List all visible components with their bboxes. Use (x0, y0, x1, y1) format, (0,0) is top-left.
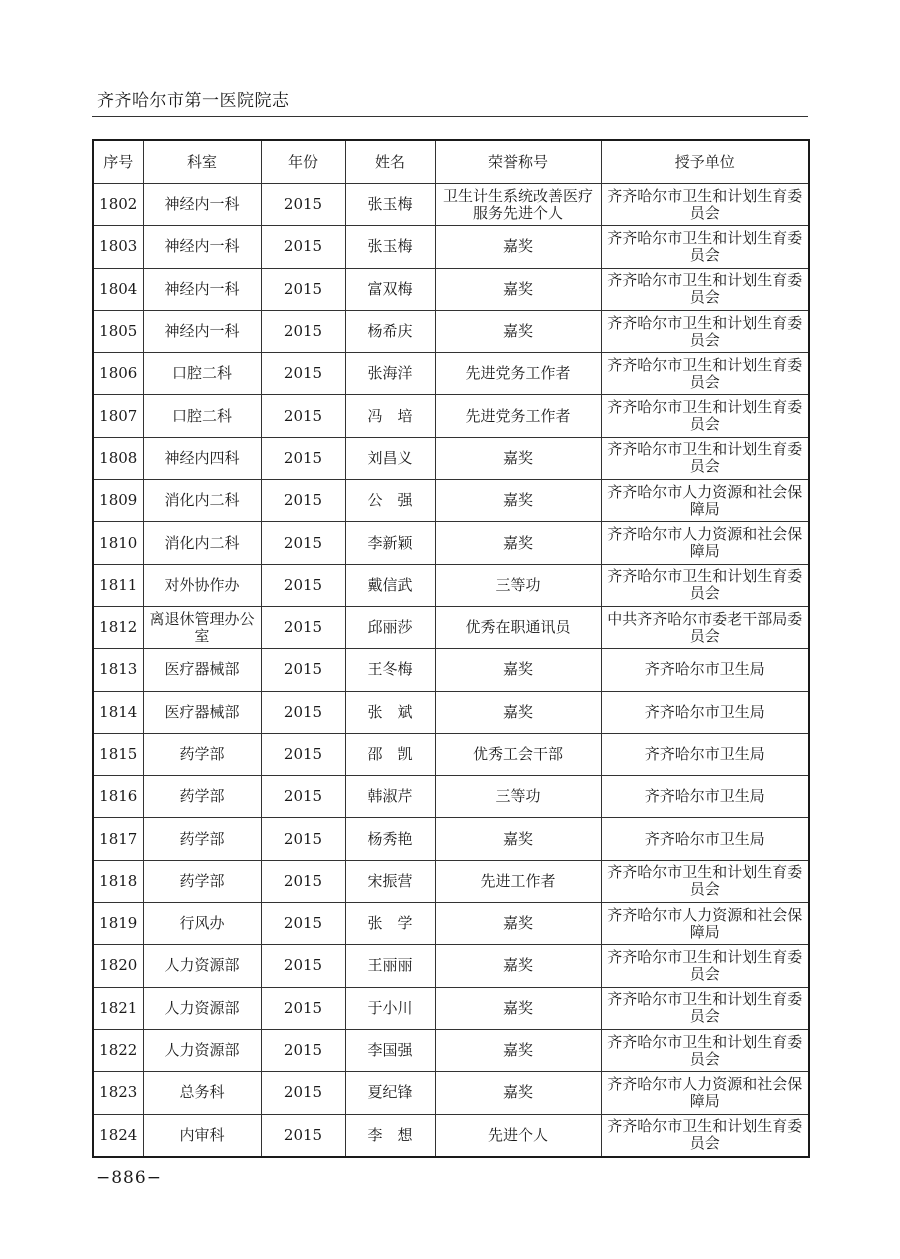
cell-issuer: 齐齐哈尔市卫生和计划生育委员会 (601, 1114, 809, 1157)
cell-honor: 嘉奖 (435, 1029, 601, 1071)
table-row (93, 649, 809, 691)
cell-name: 戴信武 (345, 564, 435, 606)
cell-index: 1820 (93, 945, 143, 987)
cell-honor: 嘉奖 (435, 226, 601, 268)
table-body (93, 184, 809, 1157)
cell-issuer: 齐齐哈尔市卫生局 (601, 691, 809, 733)
cell-issuer: 齐齐哈尔市人力资源和社会保障局 (601, 522, 809, 564)
col-header-index: 序号 (93, 140, 143, 184)
cell-issuer: 中共齐齐哈尔市委老干部局委员会 (601, 606, 809, 648)
cell-name: 夏纪锋 (345, 1072, 435, 1114)
cell-year: 2015 (261, 353, 345, 395)
cell-honor: 嘉奖 (435, 987, 601, 1029)
table-row (93, 226, 809, 268)
cell-index: 1804 (93, 268, 143, 310)
cell-index: 1824 (93, 1114, 143, 1157)
cell-year: 2015 (261, 860, 345, 902)
cell-index: 1803 (93, 226, 143, 268)
cell-issuer: 齐齐哈尔市卫生和计划生育委员会 (601, 1029, 809, 1071)
cell-honor: 嘉奖 (435, 437, 601, 479)
cell-index: 1816 (93, 776, 143, 818)
cell-honor: 优秀在职通讯员 (435, 606, 601, 648)
cell-year: 2015 (261, 733, 345, 775)
cell-issuer: 齐齐哈尔市卫生和计划生育委员会 (601, 860, 809, 902)
cell-year: 2015 (261, 480, 345, 522)
cell-index: 1813 (93, 649, 143, 691)
table-row (93, 903, 809, 945)
cell-honor: 三等功 (435, 776, 601, 818)
table-row (93, 522, 809, 564)
cell-department: 口腔二科 (143, 353, 261, 395)
cell-honor: 嘉奖 (435, 691, 601, 733)
cell-department: 医疗器械部 (143, 649, 261, 691)
cell-issuer: 齐齐哈尔市人力资源和社会保障局 (601, 903, 809, 945)
cell-name: 于小川 (345, 987, 435, 1029)
table-row (93, 310, 809, 352)
col-header-honor: 荣誉称号 (435, 140, 601, 184)
cell-department: 医疗器械部 (143, 691, 261, 733)
cell-year: 2015 (261, 818, 345, 860)
cell-name: 刘昌义 (345, 437, 435, 479)
cell-issuer: 齐齐哈尔市卫生和计划生育委员会 (601, 987, 809, 1029)
cell-department: 对外协作办 (143, 564, 261, 606)
col-header-issuer: 授予单位 (601, 140, 809, 184)
table-row (93, 606, 809, 648)
cell-department: 人力资源部 (143, 945, 261, 987)
col-header-department: 科室 (143, 140, 261, 184)
cell-year: 2015 (261, 1072, 345, 1114)
cell-department: 药学部 (143, 818, 261, 860)
cell-year: 2015 (261, 522, 345, 564)
cell-issuer: 齐齐哈尔市卫生和计划生育委员会 (601, 353, 809, 395)
cell-name: 杨秀艳 (345, 818, 435, 860)
col-header-year: 年份 (261, 140, 345, 184)
cell-name: 李 想 (345, 1114, 435, 1157)
cell-issuer: 齐齐哈尔市卫生和计划生育委员会 (601, 437, 809, 479)
cell-issuer: 齐齐哈尔市卫生和计划生育委员会 (601, 564, 809, 606)
cell-honor: 嘉奖 (435, 268, 601, 310)
cell-department: 消化内二科 (143, 522, 261, 564)
table-row (93, 564, 809, 606)
cell-department: 神经内四科 (143, 437, 261, 479)
cell-year: 2015 (261, 184, 345, 226)
cell-department: 药学部 (143, 860, 261, 902)
cell-index: 1807 (93, 395, 143, 437)
cell-year: 2015 (261, 945, 345, 987)
cell-department: 人力资源部 (143, 1029, 261, 1071)
cell-index: 1806 (93, 353, 143, 395)
cell-year: 2015 (261, 1114, 345, 1157)
cell-index: 1802 (93, 184, 143, 226)
table-row (93, 776, 809, 818)
cell-issuer: 齐齐哈尔市卫生和计划生育委员会 (601, 268, 809, 310)
cell-issuer: 齐齐哈尔市卫生局 (601, 733, 809, 775)
cell-department: 总务科 (143, 1072, 261, 1114)
cell-honor: 嘉奖 (435, 649, 601, 691)
cell-name: 张玉梅 (345, 184, 435, 226)
cell-department: 神经内一科 (143, 268, 261, 310)
cell-name: 李国强 (345, 1029, 435, 1071)
cell-department: 神经内一科 (143, 226, 261, 268)
cell-index: 1808 (93, 437, 143, 479)
cell-honor: 先进工作者 (435, 860, 601, 902)
table-row (93, 353, 809, 395)
cell-year: 2015 (261, 437, 345, 479)
cell-year: 2015 (261, 903, 345, 945)
table-row (93, 1029, 809, 1071)
cell-department: 行风办 (143, 903, 261, 945)
table-header-row (93, 140, 809, 184)
cell-honor: 先进党务工作者 (435, 353, 601, 395)
table-row (93, 733, 809, 775)
cell-name: 张 斌 (345, 691, 435, 733)
table-row (93, 1114, 809, 1157)
table-row (93, 480, 809, 522)
col-header-name: 姓名 (345, 140, 435, 184)
cell-name: 张玉梅 (345, 226, 435, 268)
cell-name: 张海洋 (345, 353, 435, 395)
cell-year: 2015 (261, 268, 345, 310)
cell-year: 2015 (261, 1029, 345, 1071)
table-row (93, 945, 809, 987)
cell-department: 口腔二科 (143, 395, 261, 437)
cell-issuer: 齐齐哈尔市人力资源和社会保障局 (601, 480, 809, 522)
cell-year: 2015 (261, 649, 345, 691)
table-row (93, 395, 809, 437)
table-row (93, 691, 809, 733)
cell-honor: 三等功 (435, 564, 601, 606)
cell-index: 1822 (93, 1029, 143, 1071)
cell-index: 1823 (93, 1072, 143, 1114)
awards-table (92, 139, 810, 1158)
table-row (93, 860, 809, 902)
cell-department: 人力资源部 (143, 987, 261, 1029)
cell-index: 1818 (93, 860, 143, 902)
cell-index: 1811 (93, 564, 143, 606)
table-row (93, 818, 809, 860)
cell-issuer: 齐齐哈尔市卫生局 (601, 776, 809, 818)
cell-name: 韩淑芹 (345, 776, 435, 818)
cell-issuer: 齐齐哈尔市卫生和计划生育委员会 (601, 226, 809, 268)
cell-name: 冯 培 (345, 395, 435, 437)
cell-department: 药学部 (143, 733, 261, 775)
header-rule (92, 116, 808, 117)
cell-index: 1821 (93, 987, 143, 1029)
cell-issuer: 齐齐哈尔市人力资源和社会保障局 (601, 1072, 809, 1114)
cell-issuer: 齐齐哈尔市卫生和计划生育委员会 (601, 395, 809, 437)
cell-department: 药学部 (143, 776, 261, 818)
cell-department: 消化内二科 (143, 480, 261, 522)
cell-name: 邱丽莎 (345, 606, 435, 648)
cell-issuer: 齐齐哈尔市卫生和计划生育委员会 (601, 310, 809, 352)
cell-year: 2015 (261, 691, 345, 733)
cell-department: 内审科 (143, 1114, 261, 1157)
cell-name: 张 学 (345, 903, 435, 945)
cell-year: 2015 (261, 395, 345, 437)
cell-index: 1817 (93, 818, 143, 860)
table-row (93, 987, 809, 1029)
cell-index: 1814 (93, 691, 143, 733)
cell-year: 2015 (261, 564, 345, 606)
cell-year: 2015 (261, 987, 345, 1029)
cell-name: 李新颖 (345, 522, 435, 564)
cell-index: 1819 (93, 903, 143, 945)
cell-issuer: 齐齐哈尔市卫生和计划生育委员会 (601, 184, 809, 226)
cell-issuer: 齐齐哈尔市卫生和计划生育委员会 (601, 945, 809, 987)
cell-name: 公 强 (345, 480, 435, 522)
cell-honor: 卫生计生系统改善医疗服务先进个人 (435, 184, 601, 226)
cell-name: 杨希庆 (345, 310, 435, 352)
running-header-title: 齐齐哈尔市第一医院院志 (97, 91, 290, 111)
page-number: −886− (96, 1168, 162, 1188)
cell-honor: 嘉奖 (435, 310, 601, 352)
cell-honor: 嘉奖 (435, 903, 601, 945)
cell-honor: 嘉奖 (435, 1072, 601, 1114)
cell-year: 2015 (261, 606, 345, 648)
cell-name: 富双梅 (345, 268, 435, 310)
cell-index: 1809 (93, 480, 143, 522)
cell-department: 神经内一科 (143, 184, 261, 226)
cell-honor: 优秀工会干部 (435, 733, 601, 775)
cell-index: 1812 (93, 606, 143, 648)
cell-index: 1815 (93, 733, 143, 775)
cell-name: 邵 凯 (345, 733, 435, 775)
cell-issuer: 齐齐哈尔市卫生局 (601, 818, 809, 860)
cell-index: 1810 (93, 522, 143, 564)
cell-department: 神经内一科 (143, 310, 261, 352)
cell-honor: 嘉奖 (435, 480, 601, 522)
cell-year: 2015 (261, 310, 345, 352)
cell-name: 宋振营 (345, 860, 435, 902)
table-row (93, 437, 809, 479)
table-row (93, 184, 809, 226)
table-row (93, 1072, 809, 1114)
cell-honor: 先进党务工作者 (435, 395, 601, 437)
cell-issuer: 齐齐哈尔市卫生局 (601, 649, 809, 691)
cell-index: 1805 (93, 310, 143, 352)
cell-honor: 嘉奖 (435, 945, 601, 987)
cell-honor: 先进个人 (435, 1114, 601, 1157)
cell-year: 2015 (261, 776, 345, 818)
cell-honor: 嘉奖 (435, 818, 601, 860)
cell-name: 王丽丽 (345, 945, 435, 987)
cell-honor: 嘉奖 (435, 522, 601, 564)
cell-year: 2015 (261, 226, 345, 268)
cell-department: 离退休管理办公室 (143, 606, 261, 648)
cell-name: 王冬梅 (345, 649, 435, 691)
table-row (93, 268, 809, 310)
